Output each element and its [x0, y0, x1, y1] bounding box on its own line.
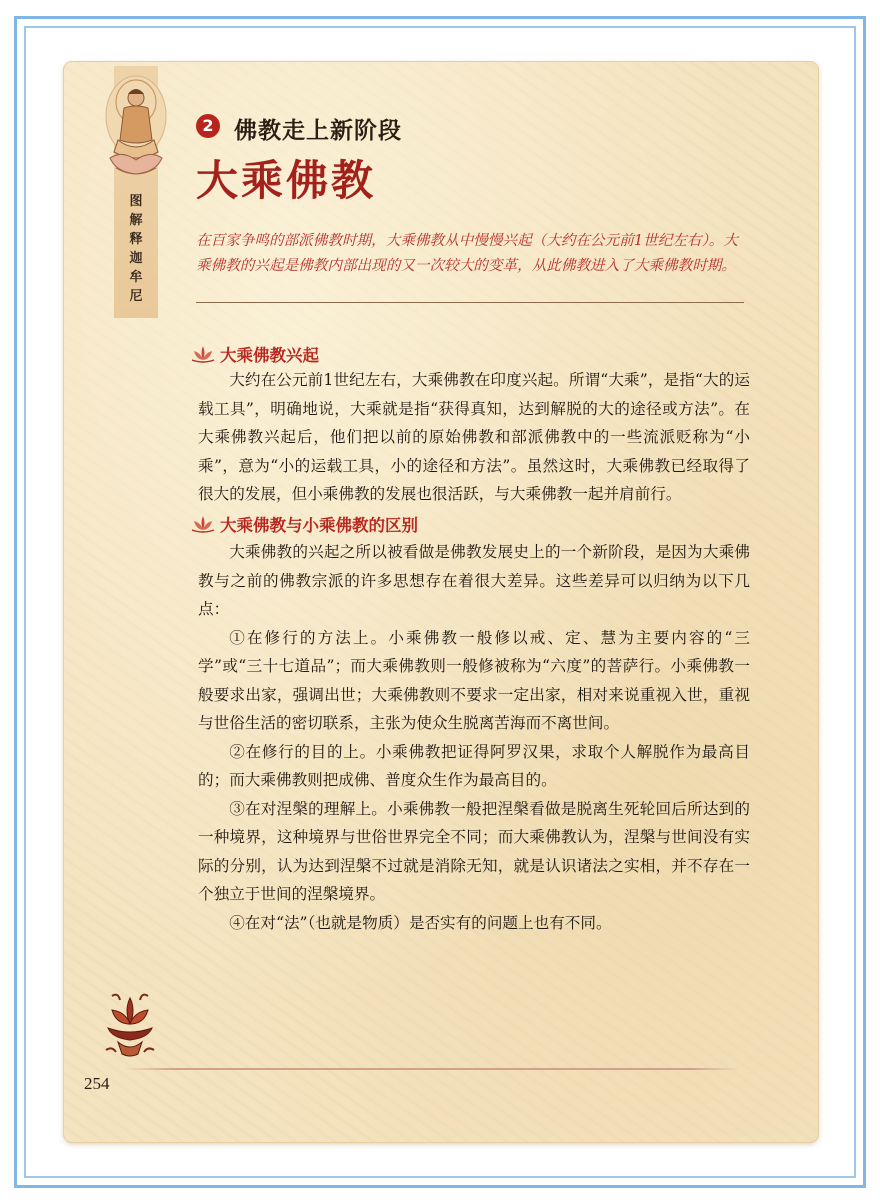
section-heading-rise: [190, 342, 319, 366]
book-page: [64, 62, 818, 1142]
lotus-icon: [190, 514, 216, 534]
paragraph: ④在对“法”（也就是物质）是否实有的问题上也有不同。: [229, 913, 612, 932]
section-subtitle: 佛教走上新阶段: [234, 118, 402, 144]
lotus-ornament-icon: [102, 990, 158, 1060]
paragraph: ①在修行的方法上。小乘佛教一般修以戒、定、慧为主要内容的“三学”或“三十七道品”；而大乘佛教则一般修被称为“六度”的菩萨行。小乘佛教一般要求出家，强调出世；大乘佛教则不要求一定出家，相对来说重视入世，重视与世俗生活的密切联系，主张为使众生脱离苦海而不离世间。: [198, 628, 750, 732]
paragraph: ②在修行的目的上。小乘佛教把证得阿罗汉果，求取个人解脱作为最高目的；而大乘佛教则把成佛、普度众生作为最高目的。: [198, 742, 750, 789]
section-body-differences: [198, 538, 750, 937]
section-heading-text: 大乘佛教与小乘佛教的区别: [220, 516, 418, 535]
section-heading-text: 大乘佛教兴起: [220, 346, 319, 365]
page-number: 254: [84, 1074, 110, 1093]
paragraph: ③在对涅槃的理解上。小乘佛教一般把涅槃看做是脱离生死轮回后所达到的一种境界，这种境界与世俗世界完全不同；而大乘佛教认为，涅槃与世间没有实际的分别，认为达到涅槃不过就是消除无知，就是认识诸法之实相，并不存在一个独立于世间的涅槃境界。: [198, 799, 750, 903]
book-title-vertical: 图解释迦牟尼: [129, 194, 143, 304]
intro-divider: [196, 302, 744, 303]
section-heading-differences: [190, 512, 418, 536]
paragraph: 大约在公元前1世纪左右，大乘佛教在印度兴起。所谓“大乘”，是指“大的运载工具”，明确地说，大乘就是指“获得真知，达到解脱的大的途径或方法”。在大乘佛教兴起后，他们把以前的原始佛教和部派佛教中的一些流派贬称为“小乘”，意为“小的运载工具，小的途径和方法”。虽然这时，大乘佛教已经取得了很大的发展，但小乘佛教的发展也很活跃，与大乘佛教一起并肩前行。: [198, 371, 750, 503]
footer-divider: [124, 1068, 740, 1070]
lotus-icon: [190, 344, 216, 364]
paragraph: 大乘佛教的兴起之所以被看做是佛教发展史上的一个新阶段，是因为大乘佛教与之前的佛教宗派的许多思想存在着很大差异。这些差异可以归纳为以下几点：: [198, 543, 750, 618]
chapter-number-badge: 2: [196, 114, 220, 138]
buddha-figure-icon: [102, 72, 170, 192]
intro-paragraph: 在百家争鸣的部派佛教时期，大乘佛教从中慢慢兴起（大约在公元前1世纪左右）。大乘佛教的兴起是佛教内部出现的又一次较大的变革，从此佛教进入了大乘佛教时期。: [196, 232, 738, 274]
section-body-rise: [198, 366, 750, 509]
page-title: 大乘佛教: [196, 156, 377, 205]
